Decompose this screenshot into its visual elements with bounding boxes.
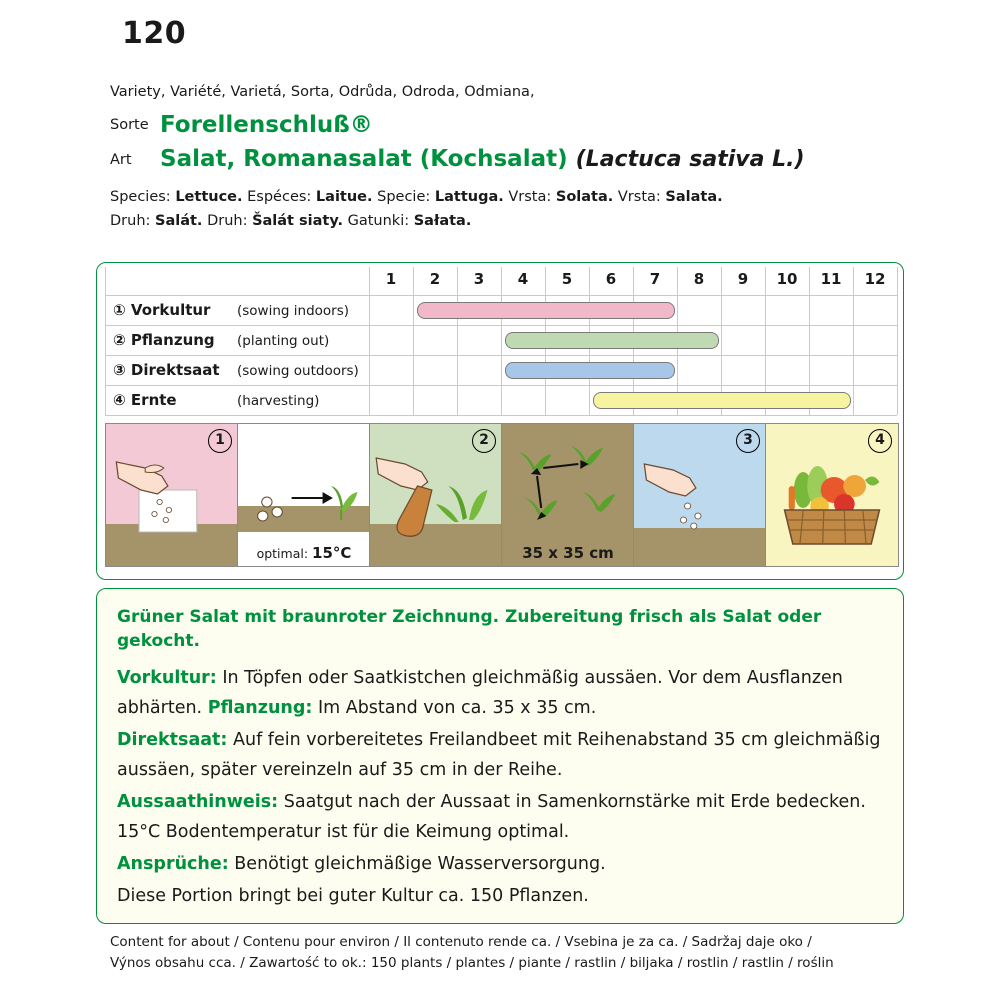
calendar-gridline-horizontal [105,385,897,386]
art-name-text: Salat, Romanasalat (Kochsalat) [160,146,568,172]
calendar-gridline-vertical [457,267,458,415]
calendar-month-header: 12 [864,270,886,288]
calendar-month-header: 5 [561,270,573,288]
species-value-sl: Solata. [555,189,614,205]
calendar-gridline-horizontal [105,325,897,326]
calendar-month-header: 8 [693,270,705,288]
page-number: 120 [122,16,187,51]
text-vorkultur: In Töpfen oder Saatkistchen gleichmäßig aussäen. Vor dem Ausflanzen abhärten. [117,668,843,718]
species-value-cs: Salát. [155,213,203,229]
calendar-gridline-vertical [413,267,414,415]
species-label-cs: Druh: [110,213,151,229]
calendar-row-sublabel: (planting out) [237,333,330,349]
calendar-gridline-vertical [853,267,854,415]
species-value-en: Lettuce. [175,189,243,205]
species-label-sk: Druh: [207,213,248,229]
calendar-gridline-vertical [897,267,898,415]
variety-name: Forellenschluß® [160,112,373,138]
calendar-month-header: 1 [385,270,397,288]
species-value-pl: Sałata. [413,213,472,229]
calendar-month-header: 2 [429,270,441,288]
species-label-it: Specie: [377,189,431,205]
pictogram-caption-prefix: optimal: [256,546,313,561]
calendar-grid [97,263,905,419]
species-value-sk: Šalát siaty. [252,213,343,229]
calendar-row-sublabel: (harvesting) [237,393,320,409]
calendar-month-header: 3 [473,270,485,288]
text-portion: Diese Portion bringt bei guter Kultur ca. 150 Pflanzen. [117,886,589,906]
pictogram-caption-value: 35 x 35 cm [522,544,614,562]
calendar-month-header: 11 [820,270,842,288]
species-translations [110,185,970,233]
calendar-month-header: 7 [649,270,661,288]
text-direktsaat: Auf fein vorbereitetes Freilandbeet mit Reihenabstand 35 cm gleichmäßig aussäen, später vereinzeln auf 35 cm in der Reihe. [117,730,881,780]
instructions-paragraph-aussaathinweis [117,787,885,847]
instructions-paragraph-ansprueche [117,849,885,879]
species-value-it: Lattuga. [434,189,504,205]
pictogram-cell [237,423,371,567]
species-common-name [160,146,805,172]
species-line-1 [110,185,970,209]
sowing-calendar-box [96,262,904,580]
species-label-fr: Espéces: [247,189,312,205]
art-label: Art [110,152,132,168]
species-label-sl: Vrsta: [508,189,552,205]
calendar-gridline-vertical [105,267,106,415]
species-value-hr: Salata. [665,189,723,205]
pictogram-cell [633,423,767,567]
heading-vorkultur: Vorkultur: [117,668,217,688]
text-pflanzung: Im Abstand von ca. 35 x 35 cm. [312,698,597,718]
pictogram-step-badge: 2 [472,429,496,453]
species-value-fr: Laitue. [315,189,373,205]
instructions-paragraph-direktsaat [117,725,885,785]
calendar-gridline-horizontal [105,295,897,296]
calendar-period-bar [505,332,719,349]
calendar-row-sublabel: (sowing outdoors) [237,363,359,379]
pictogram-step-badge: 3 [736,429,760,453]
calendar-gridline-horizontal [105,415,897,416]
calendar-row-label: ② Pflanzung [113,331,215,349]
pictogram-caption [502,544,634,562]
calendar-month-header: 9 [737,270,749,288]
footer-line-2: Výnos obsahu cca. / Zawartość to ok.: 150 plants / plantes / piante / rastlin / biljaka / rostlin / rastlin / roślin [110,955,834,971]
pictogram-cell [765,423,899,567]
pictogram-cell [369,423,503,567]
heading-pflanzung: Pflanzung: [207,698,313,718]
calendar-gridline-horizontal [105,355,897,356]
heading-aussaathinweis: Aussaathinweis: [117,792,279,812]
species-label-hr: Vrsta: [617,189,661,205]
calendar-period-bar [593,392,851,409]
calendar-row-label: ④ Ernte [113,391,177,409]
content-footer [110,932,980,974]
pictogram-step-badge: 4 [868,429,892,453]
pictogram-step-badge: 1 [208,429,232,453]
calendar-month-header: 10 [776,270,798,288]
pictogram-caption-value: 15°C [312,544,352,562]
calendar-row-sublabel: (sowing indoors) [237,303,350,319]
instructions-box [96,588,904,924]
latin-name-text: (Lactuca sativa L.) [575,147,805,172]
instructions-paragraph-portion [117,881,885,911]
calendar-row-label: ③ Direktsaat [113,361,220,379]
calendar-period-bar [505,362,675,379]
species-label-en: Species: [110,189,171,205]
calendar-month-header: 6 [605,270,617,288]
species-line-2 [110,209,970,233]
calendar-gridline-vertical [501,267,502,415]
sorte-label: Sorte [110,117,149,133]
pictogram-caption [238,544,370,562]
instructions-paragraph-vorkultur [117,663,885,723]
heading-direktsaat: Direktsaat: [117,730,228,750]
calendar-period-bar [417,302,675,319]
calendar-gridline-vertical [369,267,370,415]
heading-ansprueche: Ansprüche: [117,854,229,874]
pictogram-cell [105,423,239,567]
instructions-lead: Grüner Salat mit braunroter Zeichnung. Zubereitung frisch als Salat oder gekocht. [117,607,822,651]
species-label-pl: Gatunki: [347,213,410,229]
text-ansprueche: Benötigt gleichmäßige Wasserversorgung. [228,854,606,874]
variety-language-list: Variety, Variété, Varietá, Sorta, Odrůda, Odroda, Odmiana, [110,84,535,100]
pictogram-cell [501,423,635,567]
text-aussaathinweis: Saatgut nach der Aussaat in Samenkornstärke mit Erde bedecken. 15°C Bodentemperatur ist für die Keimung optimal. [117,792,866,842]
footer-line-1: Content for about / Contenu pour environ / Il contenuto rende ca. / Vsebina je za ca. / Sadržaj daje oko / [110,934,812,950]
calendar-month-header: 4 [517,270,529,288]
calendar-row-label: ① Vorkultur [113,301,211,319]
pictogram-strip [105,423,897,568]
